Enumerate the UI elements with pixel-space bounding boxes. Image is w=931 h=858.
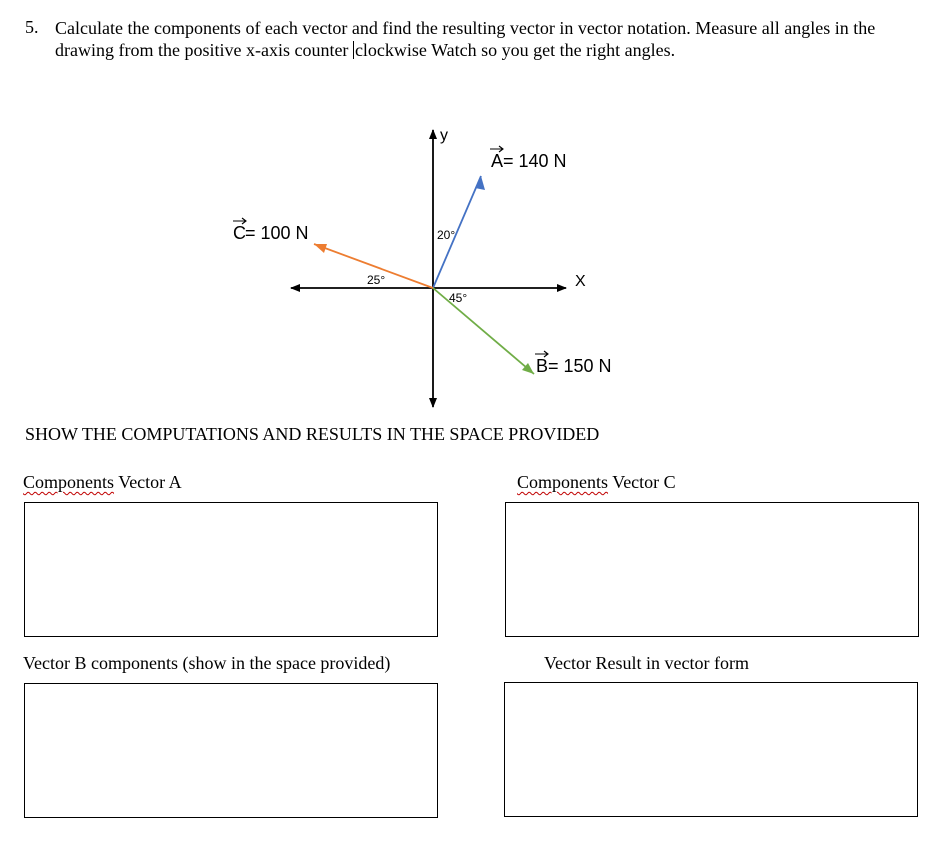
components-vector-c-label — [517, 472, 676, 493]
y-axis-label: y — [440, 127, 448, 144]
vector-a-symbol: A — [491, 151, 504, 171]
x-axis-label: X — [575, 273, 586, 290]
vector-c-answer-box[interactable] — [505, 502, 919, 637]
vector-a-answer-box[interactable] — [24, 502, 438, 637]
vector-a-value: = 140 N — [503, 151, 567, 171]
components-word: Components — [23, 472, 115, 492]
instruction-text: SHOW THE COMPUTATIONS AND RESULTS IN THE SPACE PROVIDED — [25, 424, 600, 444]
text-cursor — [353, 41, 354, 59]
vector-a-arrowhead — [475, 176, 485, 190]
components-word: Components — [517, 472, 609, 492]
angle-c-label: 25° — [367, 273, 386, 287]
vector-b-components-label: Vector B components (show in the space provided) — [23, 653, 391, 673]
vector-result-answer-box[interactable] — [504, 682, 918, 817]
vector-c-arrowhead — [314, 244, 327, 253]
question-number: 5. — [25, 17, 39, 37]
components-vector-a-rest: Vector A — [114, 472, 182, 492]
question-text-part1: Calculate the components of each vector and find the resulting vector in vector notation. Measure all angles in the drawing from the positive x-axis counter — [55, 18, 876, 60]
vector-b-label — [535, 351, 612, 376]
vector-c-value: = 100 N — [245, 223, 309, 243]
vector-b-answer-box[interactable] — [24, 683, 438, 818]
question-text-part2: clockwise Watch so you get the right angles. — [354, 40, 676, 60]
vector-c-label — [233, 218, 309, 243]
components-vector-a-label — [23, 472, 182, 493]
vector-c-symbol: C — [233, 223, 246, 243]
vector-result-label: Vector Result in vector form — [544, 653, 749, 673]
vector-diagram — [0, 110, 931, 420]
angle-b-label: 45° — [449, 291, 468, 305]
components-vector-c-rest: Vector C — [608, 472, 676, 492]
vector-a-label — [490, 146, 567, 171]
question-text — [55, 17, 915, 61]
vector-b-value: = 150 N — [548, 356, 612, 376]
vector-b-symbol: B — [536, 356, 549, 376]
angle-a-label: 20° — [437, 228, 456, 242]
